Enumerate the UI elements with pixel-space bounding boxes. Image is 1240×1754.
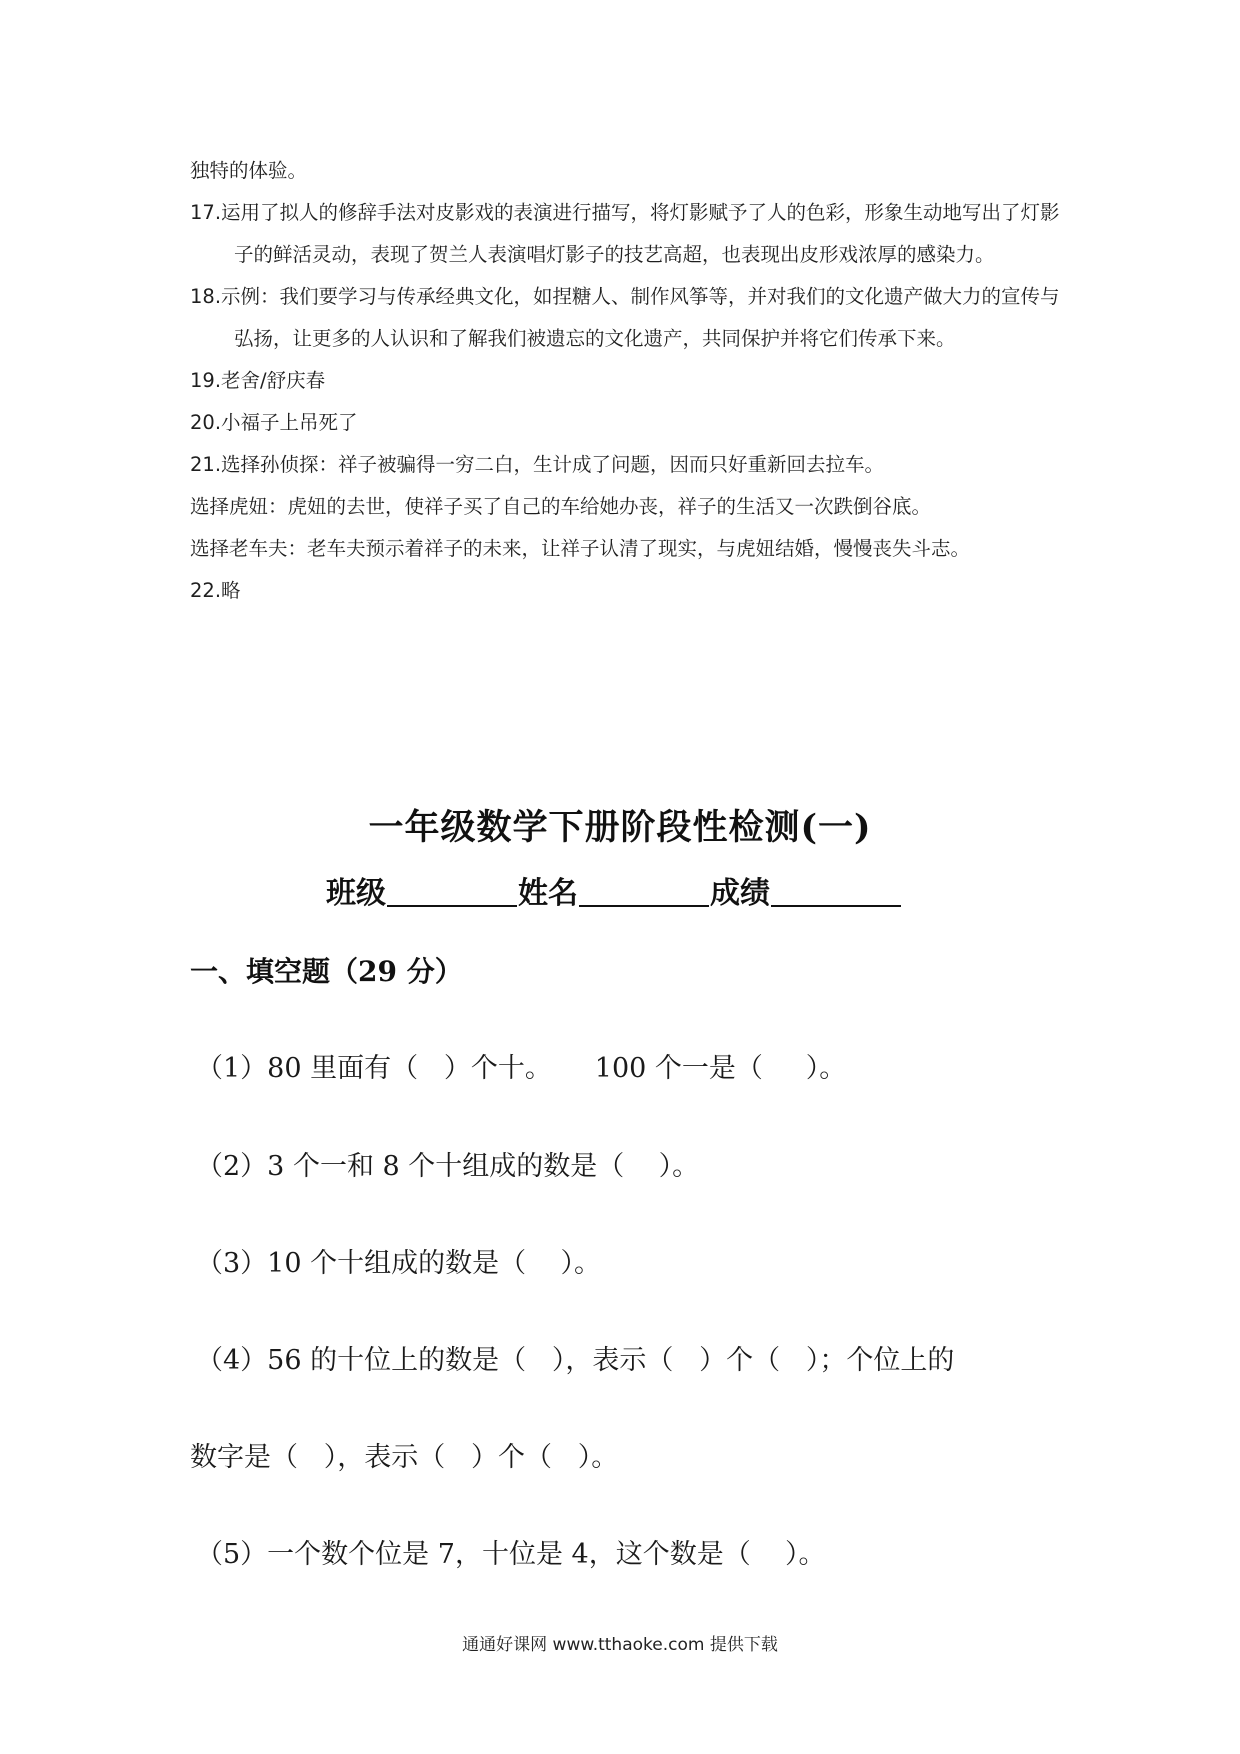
exam-title: 一年级数学下册阶段性检测(一) [368, 807, 872, 848]
answer-key-section [190, 150, 1070, 612]
class-blank [387, 875, 517, 907]
answer-item-22: 22.略 [190, 579, 241, 602]
class-label: 班级 [326, 876, 386, 911]
question-3: （3）10 个十组成的数是（ ）。 [196, 1248, 601, 1279]
name-label: 姓名 [518, 876, 578, 911]
score-label: 成绩 [710, 876, 770, 911]
answer-intro-tail: 独特的体验。 [190, 159, 308, 182]
section-heading-fill-blank: 一、填空题（29 分） [190, 955, 463, 988]
footer-source: 通通好课网 www.tthaoke.com 提供下载 [462, 1635, 778, 1655]
question-4-continued: 数字是（ ），表示（ ）个（ ）。 [190, 1442, 619, 1473]
answer-item-17: 17.运用了拟人的修辞手法对皮影戏的表演进行描写，将灯影赋予了人的色彩，形象生动地写出了灯影子的鲜活灵动，表现了贺兰人表演唱灯影子的技艺高超，也表现出皮形戏浓厚的感染力。 [190, 201, 1060, 266]
answer-item-18: 18.示例：我们要学习与传承经典文化，如捏糖人、制作风筝等，并对我们的文化遗产做大力的宣传与弘扬，让更多的人认识和了解我们被遗忘的文化遗产，共同保护并将它们传承下来。 [190, 285, 1060, 350]
answer-item-20: 20.小福子上吊死了 [190, 411, 358, 434]
score-blank [771, 875, 901, 907]
answer-item-19: 19.老舍/舒庆春 [190, 369, 326, 392]
question-4: （4）56 的十位上的数是（ ），表示（ ）个（ ）；个位上的 [196, 1345, 955, 1376]
answer-item-21-option-laochefu: 选择老车夫：老车夫预示着祥子的未来，让祥子认清了现实，与虎妞结婚，慢慢丧失斗志。 [190, 537, 971, 560]
answer-item-21-option-huniu: 选择虎妞：虎妞的去世，使祥子买了自己的车给她办丧，祥子的生活又一次跌倒谷底。 [190, 495, 932, 518]
name-blank [579, 875, 709, 907]
question-1: （1）80 里面有（ ）个十。 100 个一是（ ）。 [196, 1053, 847, 1084]
question-5: （5）一个数个位是 7，十位是 4，这个数是（ ）。 [196, 1539, 826, 1570]
question-2: （2）3 个一和 8 个十组成的数是（ ）。 [196, 1151, 700, 1182]
student-info-row [326, 868, 902, 912]
answer-item-21: 21.选择孙侦探：祥子被骗得一穷二白，生计成了问题，因而只好重新回去拉车。 [190, 453, 885, 476]
